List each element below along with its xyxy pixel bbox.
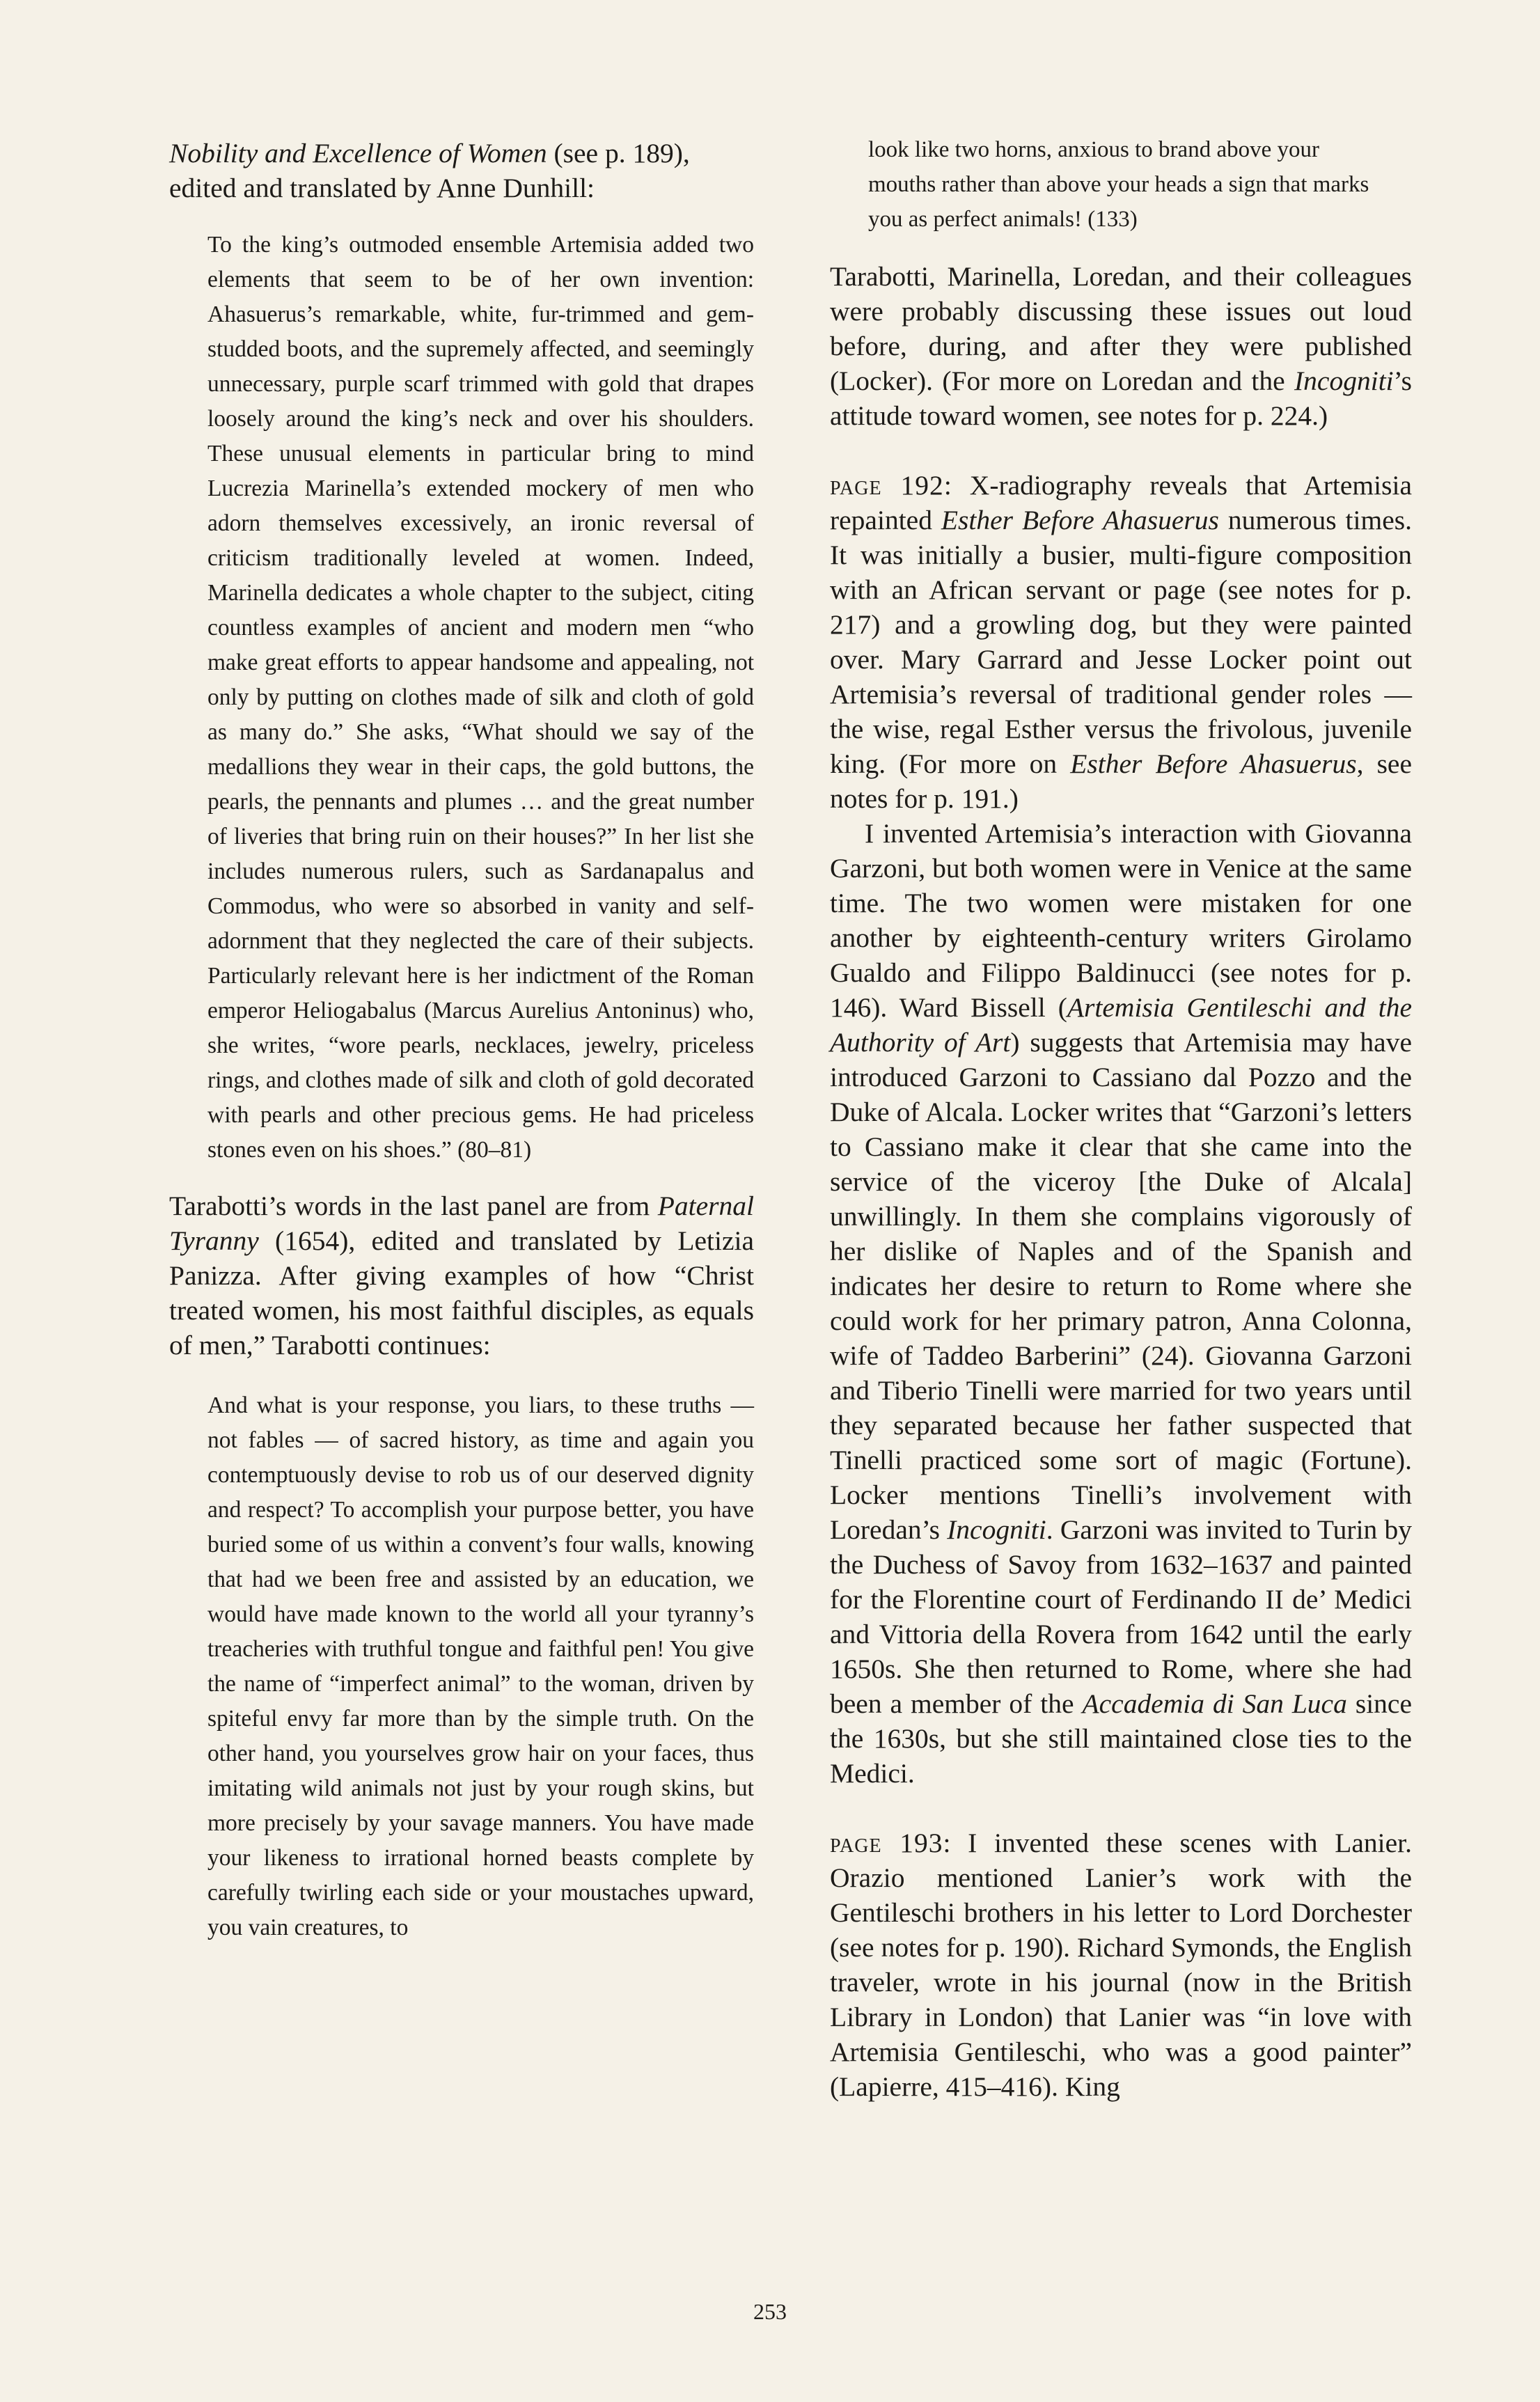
painting-title: Esther Before Ahasuerus xyxy=(941,505,1219,535)
block-quote-marinella: To the king’s outmoded ensemble Artemisia added two elements that seem to be of her own invention: Ahasuerus’s remarkable, white, fur-trimmed and gem-studded boots, and the supremely affected, and seemingly unnecessary, purple scarf trimmed with gold that drapes loosely around the king’s neck and over his shoulders. These unusual elements in particular bring to mind Lucrezia Marinella’s extended mockery of men who adorn themselves excessively, an ironic reversal of criticism traditionally leveled at women. Indeed, Marinella dedicates a whole chapter to the subject, citing countless examples of ancient and modern men “who make great efforts to appear handsome and appealing, not only by putting on clothes made of silk and cloth of gold as many do.” She asks, “What should we say of the medallions they wear in their caps, the gold buttons, the pearls, the pennants and plumes … and the great number of liveries that bring ruin on their houses?” In her list she includes numerous rulers, such as Sardanapalus and Commodus, who were so absorbed in vanity and self-adornment that they neglected the care of their subjects. Particularly relevant here is her indictment of the Roman emperor Heliogabalus (Marcus Aurelius Antoninus) who, she writes, “wore pearls, necklaces, jewelry, priceless rings, and clothes made of silk and cloth of gold decorated with pearls and other precious gems. He had priceless stones even on his shoes.” (80–81) xyxy=(207,232,754,1163)
right-column xyxy=(830,136,1412,2104)
society-name: Incogniti xyxy=(1294,366,1394,396)
left-column xyxy=(169,136,754,1945)
intro-paragraph xyxy=(169,136,754,205)
page-number: 253 xyxy=(753,2299,787,2324)
note-label: page 192 xyxy=(830,470,944,501)
society-name: Incogniti xyxy=(947,1514,1046,1545)
note-label: page 193 xyxy=(830,1828,943,1858)
academy-name: Accademia di San Luca xyxy=(1082,1688,1347,1719)
book-title: Paternal Tyranny xyxy=(169,1191,754,1256)
block-quote-tarabotti: And what is your response, you liars, to these truths — not fables — of sacred history, as time and again you contemptuously devise to rob us of our deserved dignity and respect? To accomplish your purpose better, you have buried some of us within a convent’s four walls, knowing that had we been free and assisted by an education, we would have made known to the world all your tyranny’s treacheries with truthful tongue and faithful pen! You give the name of “imperfect animal” to the woman, driven by spiteful envy far more than by the simple truth. On the other hand, you yourselves grow hair on your faces, thus imitating wild animals not just by your rough skins, but more precisely by your savage manners. You have made your likeness to irrational horned beasts complete by carefully twirling each side or your moustaches upward, you vain creatures, to xyxy=(207,1392,754,1940)
block-quote-continuation: look like two horns, anxious to brand above your mouths rather than above your heads a sign that marks you as perfect animals! (133) xyxy=(868,137,1369,232)
paragraph-discussion: Tarabotti, Marinella, Loredan, and their colleagues were probably discussing these issues out loud before, during, and after they were published (Locker). (For more on Loredan and the Incogniti’s attitude toward women, see notes for p. 224.) xyxy=(830,261,1412,431)
intro-text: (see p. 189), edited and translated by Anne Dunhill: xyxy=(169,138,690,203)
paragraph-tarabotti: Tarabotti’s words in the last panel are from Paternal Tyranny (1654), edited and translated by Letizia Panizza. After giving examples of how “Christ treated women, his most faithful disciples, as equals of men,” Tarabotti continues: xyxy=(169,1191,754,1360)
book-title: Artemisia Gentileschi and the Authority of Art xyxy=(830,992,1412,1058)
book-title: Nobility and Excellence of Women xyxy=(169,138,547,168)
painting-title: Esther Before Ahasuerus xyxy=(1070,748,1357,779)
note-page-192: page 192: X-radiography reveals that Artemisia repainted Esther Before Ahasuerus numerous times. It was initially a busier, multi-figure composition with an African servant or page (see notes for p. 217) and a growling dog, but they were painted over. Mary Garrard and Jesse Locker point out Artemisia’s reversal of traditional gender roles — the wise, regal Esther versus the frivolous, juvenile king. (For more on Esther Before Ahasuerus, see notes for p. 191.) xyxy=(830,470,1413,814)
paragraph-garzoni: I invented Artemisia’s interaction with Giovanna Garzoni, but both women were in Venice at the same time. The two women were mistaken for one another by eighteenth-century writers Girolamo Gualdo and Filippo Baldinucci (see notes for p. 146). Ward Bissell (Artemisia Gentileschi and the Authority of Art) suggests that Artemisia may have introduced Garzoni to Cassiano dal Pozzo and the Duke of Alcala. Locker writes that “Garzoni’s letters to Cassiano make it clear that she came into the service of the viceroy [the Duke of Alcala] unwillingly. In them she complains vigorously of her dislike of Naples and of the Spanish and indicates her desire to return to Rome where she could work for her primary patron, Anna Colonna, wife of Taddeo Barberini” (24). Giovanna Garzoni and Tiberio Tinelli were married for two years until they separated because her father suspected that Tinelli practiced some sort of magic (Fortune). Locker mentions Tinelli’s involvement with Loredan’s Incogniti. Garzoni was invited to Turin by the Duchess of Savoy from 1632–1637 and painted for the Florentine court of Ferdinando II de’ Medici and Vittoria della Rovera from 1642 until the early 1650s. She then returned to Rome, where she had been a member of the Accademia di San Luca since the 1630s, but she still maintained close ties to the Medici. xyxy=(830,818,1412,1789)
note-page-193: page 193: I invented these scenes with Lanier. Orazio mentioned Lanier’s work with the Gentileschi brothers in his letter to Lord Dorchester (see notes for p. 190). Richard Symonds, the English traveler, wrote in his journal (now in the British Library in London) that Lanier was “in love with Artemisia Gentileschi, who was a good painter” (Lapierre, 415–416). King xyxy=(830,1828,1412,2102)
